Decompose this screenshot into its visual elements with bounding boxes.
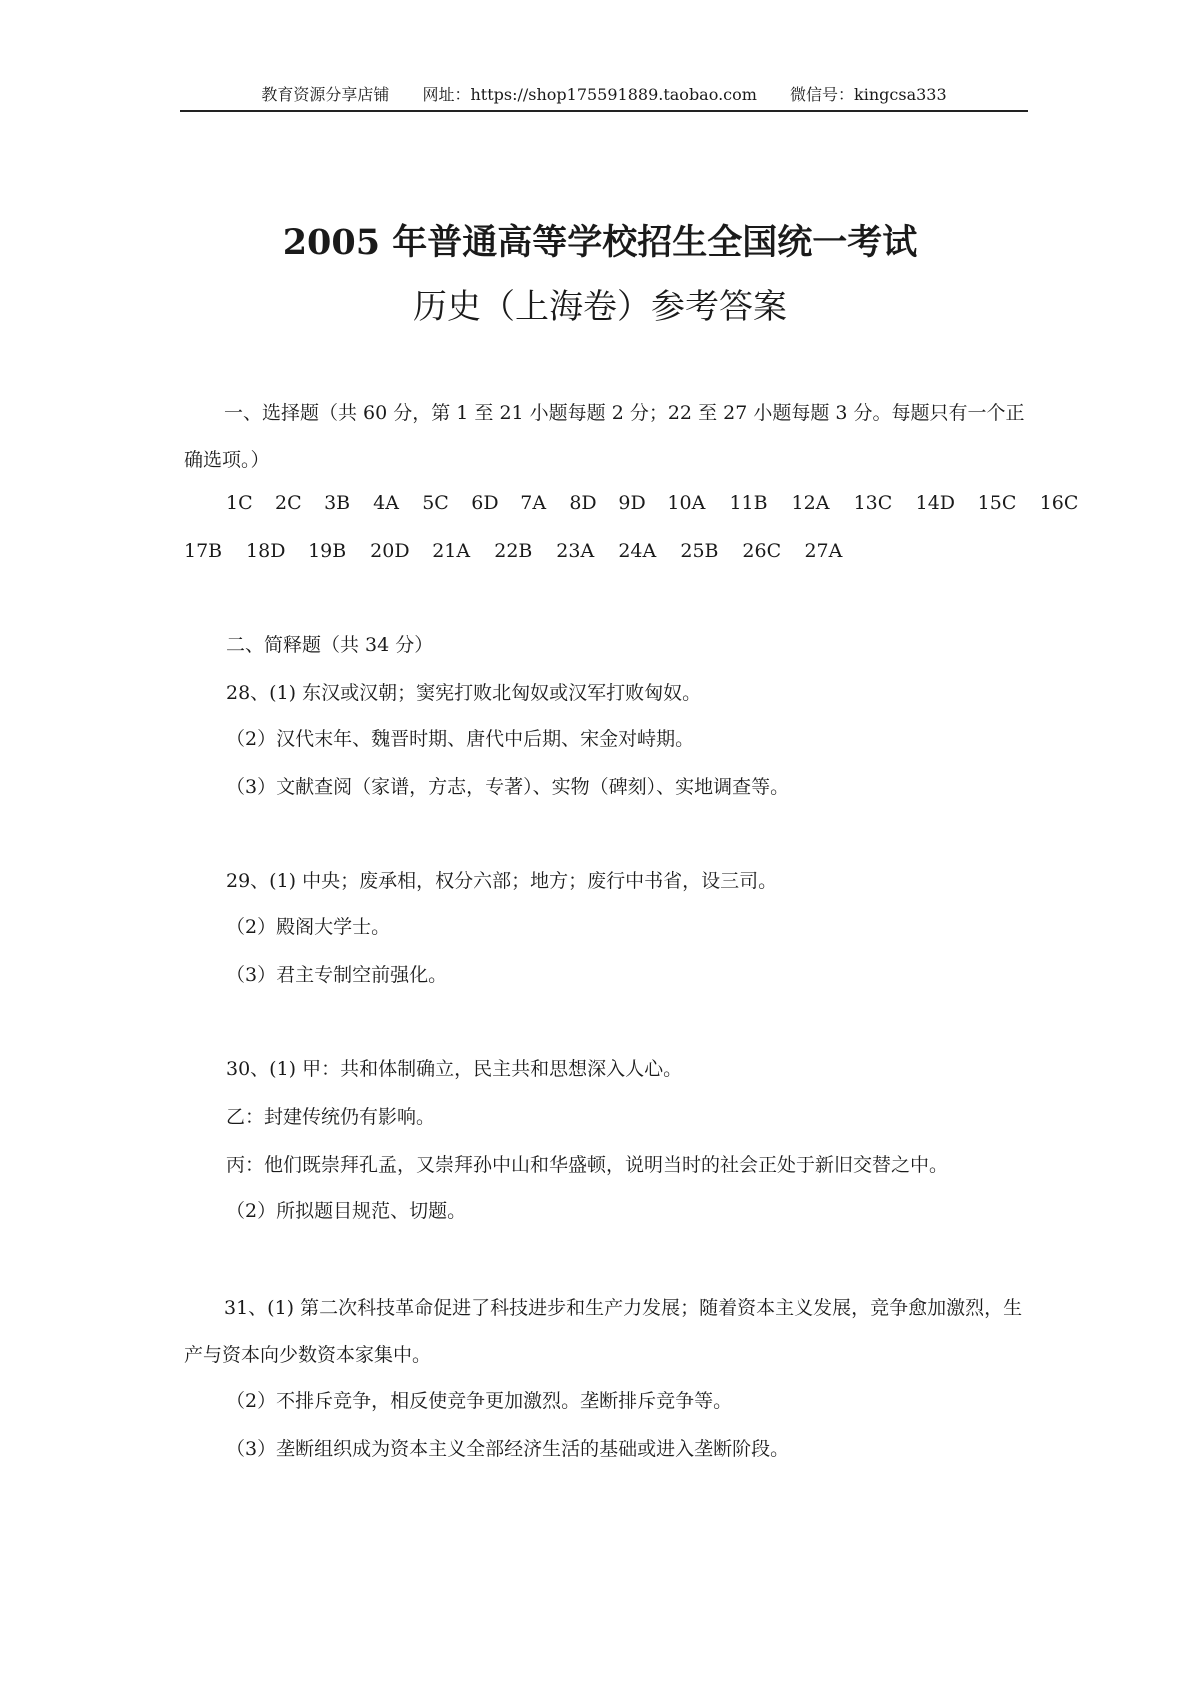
answer-item: 25B bbox=[680, 540, 719, 562]
answer-row-2 bbox=[184, 536, 860, 566]
answer-item: 11B bbox=[729, 492, 768, 514]
q31-paragraph-1: 31、(1) 第二次科技革命促进了科技进步和生产力发展；随着资本主义发展，竞争愈加激烈，生产与资本向少数资本家集中。 bbox=[184, 1297, 1023, 1366]
answer-item: 4A bbox=[373, 492, 399, 514]
answer-item: 19B bbox=[308, 540, 347, 562]
q30-line-1: 30、(1) 甲：共和体制确立，民主共和思想深入人心。 bbox=[226, 1058, 683, 1080]
q30-line-2: 乙：封建传统仍有影响。 bbox=[226, 1106, 436, 1128]
q28-line-3: （3）文献查阅（家谱，方志，专著）、实物（碑刻）、实地调查等。 bbox=[226, 776, 790, 798]
answer-item: 12A bbox=[791, 492, 830, 514]
q29-line-3: （3）君主专制空前强化。 bbox=[226, 964, 448, 986]
q30-line-4: （2）所拟题目规范、切题。 bbox=[226, 1200, 467, 1222]
answer-item: 27A bbox=[804, 540, 843, 562]
answer-item: 16C bbox=[1039, 492, 1079, 514]
answer-item: 18D bbox=[246, 540, 286, 562]
q31-line-3: （3）垄断组织成为资本主义全部经济生活的基础或进入垄断阶段。 bbox=[226, 1438, 790, 1460]
q28-line-1: 28、(1) 东汉或汉朝；窦宪打败北匈奴或汉军打败匈奴。 bbox=[226, 682, 702, 704]
section1-intro: 一、选择题（共 60 分，第 1 至 21 小题每题 2 分；22 至 27 小题每题 3 分。每题只有一个正确选项。） bbox=[184, 402, 1025, 471]
answer-item: 7A bbox=[520, 492, 547, 514]
answer-item: 3B bbox=[324, 492, 351, 514]
header-wechat: 微信号：kingcsa333 bbox=[790, 85, 947, 104]
answer-item: 24A bbox=[618, 540, 657, 562]
answer-row-1 bbox=[226, 488, 1085, 518]
q29-line-2: （2）殿阁大学士。 bbox=[226, 916, 391, 938]
answer-item: 10A bbox=[667, 492, 706, 514]
answer-item: 20D bbox=[370, 540, 410, 562]
answer-item: 13C bbox=[853, 492, 893, 514]
q30-line-3: 丙：他们既崇拜孔孟，又崇拜孙中山和华盛顿，说明当时的社会正处于新旧交替之中。 bbox=[226, 1154, 949, 1176]
answer-item: 2C bbox=[275, 492, 302, 514]
answer-item: 23A bbox=[556, 540, 595, 562]
document-title: 2005 年普通高等学校招生全国统一考试 bbox=[282, 222, 918, 263]
header-site: 网址：https://shop175591889.taobao.com bbox=[422, 85, 757, 104]
answer-item: 15C bbox=[977, 492, 1017, 514]
document-subtitle: 历史（上海卷）参考答案 bbox=[413, 287, 787, 327]
answer-item: 14D bbox=[915, 492, 956, 514]
answer-item: 6D bbox=[471, 492, 499, 514]
answer-item: 1C bbox=[226, 492, 253, 514]
q29-line-1: 29、(1) 中央；废承相，权分六部；地方；废行中书省，设三司。 bbox=[226, 870, 778, 892]
section2-heading: 二、简释题（共 34 分） bbox=[226, 634, 434, 656]
answer-item: 22B bbox=[494, 540, 533, 562]
answer-item: 26C bbox=[742, 540, 782, 562]
answer-item: 5C bbox=[422, 492, 449, 514]
q28-line-2: （2）汉代末年、魏晋时期、唐代中后期、宋金对峙期。 bbox=[226, 728, 695, 750]
answer-item: 9D bbox=[618, 492, 646, 514]
header-shop: 教育资源分享店铺 bbox=[261, 85, 390, 104]
answer-item: 8D bbox=[569, 492, 597, 514]
answer-item: 17B bbox=[184, 540, 223, 562]
page-header bbox=[180, 84, 1028, 112]
q31-line-2: （2）不排斥竞争，相反使竞争更加激烈。垄断排斥竞争等。 bbox=[226, 1390, 733, 1412]
answer-item: 21A bbox=[432, 540, 471, 562]
